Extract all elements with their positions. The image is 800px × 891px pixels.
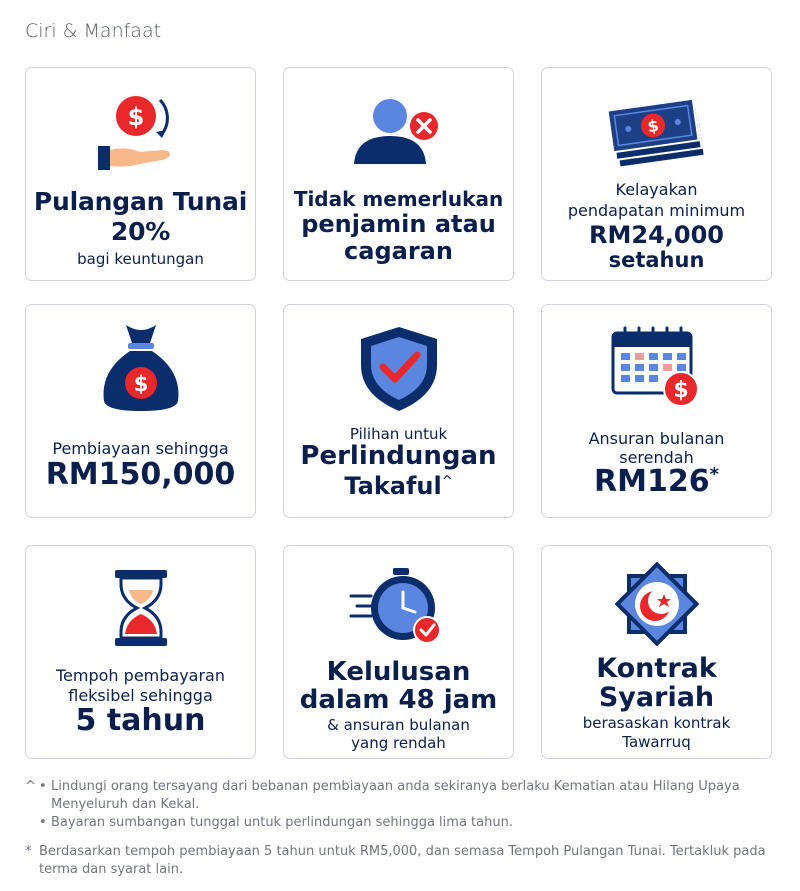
card-title: Kelulusan [326,657,471,687]
card-subtitle: Tempoh pembayaran [56,666,225,685]
card-subtitle: Ansuran bulanan [588,429,725,448]
card-subtitle-line2: serendah [619,448,694,467]
star-note-mark: * [25,843,32,859]
shield-check-icon [357,325,441,413]
crescent-star-icon [615,562,699,646]
feature-card-income [541,67,772,281]
note-bullet-2: Bayaran sumbangan tunggal untuk perlindungan sehingga lima tahun. [51,815,513,831]
card-subtitle: Kelayakan [615,180,698,199]
calendar-dollar-icon [609,325,705,411]
card-title: Kontrak [596,653,717,684]
card-title-value: RM24,000 [589,221,724,249]
feature-card-financing [25,304,256,518]
card-title-unit: setahun [608,248,705,272]
feature-card-approval [283,545,514,759]
feature-card-takaful [283,304,514,518]
star-mark: * [709,464,719,485]
feature-card-syariah [541,545,772,759]
hourglass-icon [111,568,171,648]
banknotes-icon [607,96,707,168]
svg-text:$: $ [133,372,148,396]
card-title: Perlindungan [300,441,497,471]
bullet-icon: • [39,815,47,831]
card-title-value: RM150,000 [45,457,236,492]
card-subtitle-line2: fleksibel sehingga [68,686,213,705]
footnotes [25,778,770,879]
page-title: Ciri & Manfaat [25,20,162,42]
user-reject-icon [352,96,446,168]
card-title-value: 20% [110,217,171,246]
cash-back-hand-icon [96,90,186,174]
feature-card-tenure [25,545,256,759]
card-subtitle: berasaskan kontrak [582,714,731,732]
feature-card-cashback [25,67,256,281]
card-subtitle: bagi keuntungan [77,250,204,268]
card-subtitle-line2: Tawarruq [622,733,691,751]
card-title: Pulangan Tunai [33,187,248,216]
card-title-line2: penjamin atau [301,210,496,238]
svg-text:$: $ [127,103,144,131]
feature-card-no-guarantor [283,67,514,281]
card-title-line2: Syariah [598,682,715,713]
caret-note-mark: ^ [25,779,36,794]
note-bullet-1: Lindungi orang tersayang dari bebanan pembiayaan anda sekiranya berlaku Kematian atau Hilang Upaya Menyeluruh dan Kekal. [51,779,740,813]
caret-mark: ^ [441,474,453,489]
card-title-value: 5 tahun [75,703,206,738]
card-title-value: RM126 [594,464,710,499]
card-title: Tidak memerlukan [293,187,504,211]
card-title-line3: cagaran [344,237,453,265]
money-bag-icon [96,321,186,413]
card-subtitle: & ansuran bulanan [327,716,470,734]
svg-text:$: $ [645,115,660,137]
stopwatch-check-icon [349,566,449,648]
bullet-icon: • [39,779,47,794]
svg-text:$: $ [672,378,689,403]
card-subtitle-line2: yang rendah [351,734,446,752]
card-title-line3: Takaful [344,472,442,500]
footnote-text: Berdasarkan tempoh pembiayaan 5 tahun untuk RM5,000, dan semasa Tempoh Pulangan Tunai. Tertakluk pada terma dan syarat lain. [39,843,766,877]
feature-card-installment [541,304,772,518]
card-subtitle: Pilihan untuk [349,425,448,443]
card-title-line2: dalam 48 jam [299,685,498,715]
card-subtitle-line2: pendapatan minimum [567,201,746,220]
card-subtitle: Pembiayaan sehingga [52,439,229,458]
